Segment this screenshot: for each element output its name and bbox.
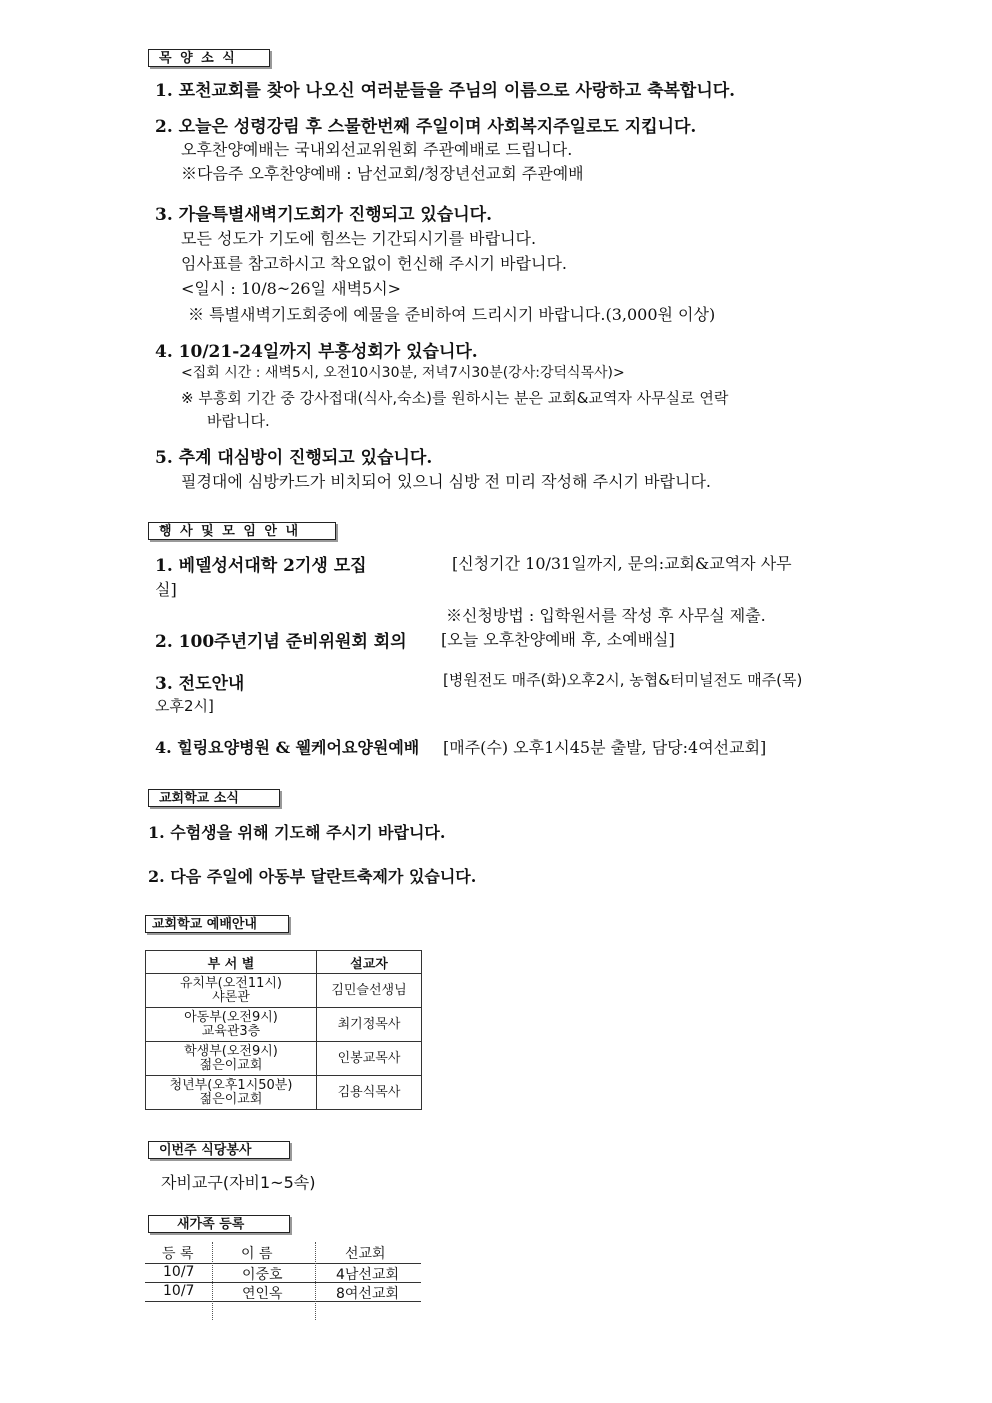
event-3-detail-wrap: 오후2시]	[155, 697, 214, 715]
news-item-1-title: 1. 포천교회를 찾아 나오신 여러분들을 주님의 이름으로 사랑하고 축복합니다.	[155, 81, 736, 101]
dept-preacher: 최기정목사	[317, 1008, 422, 1042]
news-item-4-line-1: <집회 시간 : 새벽5시, 오전10시30분, 저녁7시30분(강사:강덕식목사)>	[181, 365, 625, 381]
dept-preacher: 김민슬선생님	[317, 974, 422, 1008]
dept-place: 젊은이교회	[199, 1091, 263, 1107]
col-header-preacher: 설교자	[317, 951, 422, 974]
news-item-3-line-3: <일시 : 10/8~26일 새벽5시>	[181, 279, 402, 298]
divider	[145, 1301, 421, 1302]
dept-preacher: 김용식목사	[317, 1076, 422, 1110]
reg-group: 8여선교회	[336, 1286, 400, 1302]
section-header-events: 행 사 및 모 임 안 내	[148, 522, 336, 540]
event-4-title: 4. 힐링요양병원 & 웰케어요양원예배	[155, 738, 420, 757]
news-item-2-line-2: ※다음주 오후찬양예배 : 남선교회/청장년선교회 주관예배	[181, 164, 584, 183]
event-2-detail: [오늘 오후찬양예배 후, 소예배실]	[441, 630, 675, 649]
table-row	[146, 1076, 422, 1110]
col-header-name: 이 름	[241, 1246, 273, 1262]
reg-name: 연인옥	[242, 1286, 283, 1302]
dept-name: 청년부(오후1시50분)	[169, 1077, 293, 1093]
section-header-school-worship: 교회학교 예배안내	[145, 915, 289, 933]
column-divider	[212, 1242, 213, 1320]
column-divider	[315, 1242, 316, 1320]
reg-group: 4남선교회	[336, 1267, 400, 1283]
event-1-detail-wrap: 실]	[155, 580, 177, 599]
reg-name: 이중호	[242, 1267, 283, 1283]
table-row	[146, 1008, 422, 1042]
event-1-title: 1. 베델성서대학 2기생 모집	[155, 556, 367, 576]
col-header-department: 부 서 별	[146, 951, 317, 974]
news-item-3-title: 3. 가을특별새벽기도회가 진행되고 있습니다.	[155, 205, 493, 225]
event-2-title: 2. 100주년기념 준비위원회 회의	[155, 632, 407, 652]
news-item-3-line-4: ※ 특별새벽기도회중에 예물을 준비하여 드리시기 바랍니다.(3,000원 이상)	[188, 305, 716, 324]
table-row	[146, 974, 422, 1008]
section-header-church-school-news: 교회학교 소식	[148, 789, 280, 807]
news-item-3-line-2: 임사표를 참고하시고 착오없이 헌신해 주시기 바랍니다.	[181, 254, 568, 273]
table-row	[146, 1042, 422, 1076]
dept-preacher: 인봉교목사	[317, 1042, 422, 1076]
dept-place: 젊은이교회	[199, 1057, 263, 1073]
news-item-5-title: 5. 추계 대심방이 진행되고 있습니다.	[155, 448, 433, 468]
event-4-detail: [매주(수) 오후1시45분 출발, 담당:4여선교회]	[443, 738, 767, 757]
event-1-detail: [신청기간 10/31일까지, 문의:교회&교역자 사무	[452, 554, 792, 573]
school-worship-table	[145, 950, 422, 1110]
col-header-date: 등 록	[162, 1246, 194, 1262]
news-item-3-line-1: 모든 성도가 기도에 힘쓰는 기간되시기를 바랍니다.	[181, 229, 537, 248]
event-3-title: 3. 전도안내	[155, 674, 245, 694]
kitchen-service-group: 자비교구(자비1~5속)	[161, 1173, 316, 1192]
event-3-detail: [병원전도 매주(화)오후2시, 농협&터미널전도 매주(목)	[443, 671, 803, 689]
dept-name: 학생부(오전9시)	[184, 1043, 278, 1059]
col-header-group: 선교회	[345, 1246, 386, 1262]
dept-place: 샤론관	[212, 989, 250, 1005]
dept-place: 교육관3층	[201, 1023, 261, 1039]
section-header-pastoral-news: 목 양 소 식	[148, 49, 270, 67]
dept-name: 유치부(오전11시)	[179, 975, 283, 991]
news-item-4-line-3: 바랍니다.	[207, 412, 270, 430]
news-item-4-line-2: ※ 부흥회 기간 중 강사접대(식사,숙소)를 원하시는 분은 교회&교역자 사무실로 연락	[181, 389, 729, 407]
reg-date: 10/7	[163, 1283, 195, 1299]
news-item-5-line-1: 필경대에 심방카드가 비치되어 있으니 심방 전 미리 작성해 주시기 바랍니다.	[181, 472, 711, 491]
news-item-2-line-1: 오후찬양예배는 국내외선교위원회 주관예배로 드립니다.	[181, 140, 573, 159]
section-header-new-family: 새가족 등록	[148, 1215, 290, 1233]
reg-date: 10/7	[163, 1264, 195, 1280]
school-news-2: 2. 다음 주일에 아동부 달란트축제가 있습니다.	[148, 867, 477, 886]
news-item-2-title: 2. 오늘은 성령강림 후 스물한번째 주일이며 사회복지주일로도 지킵니다.	[155, 117, 697, 137]
news-item-4-title: 4. 10/21-24일까지 부흥성회가 있습니다.	[155, 342, 478, 362]
dept-name: 아동부(오전9시)	[184, 1009, 278, 1025]
event-1-note: ※신청방법 : 입학원서를 작성 후 사무실 제출.	[446, 606, 766, 625]
school-news-1: 1. 수험생을 위해 기도해 주시기 바랍니다.	[148, 823, 446, 842]
section-header-kitchen-service: 이번주 식당봉사	[148, 1141, 290, 1159]
